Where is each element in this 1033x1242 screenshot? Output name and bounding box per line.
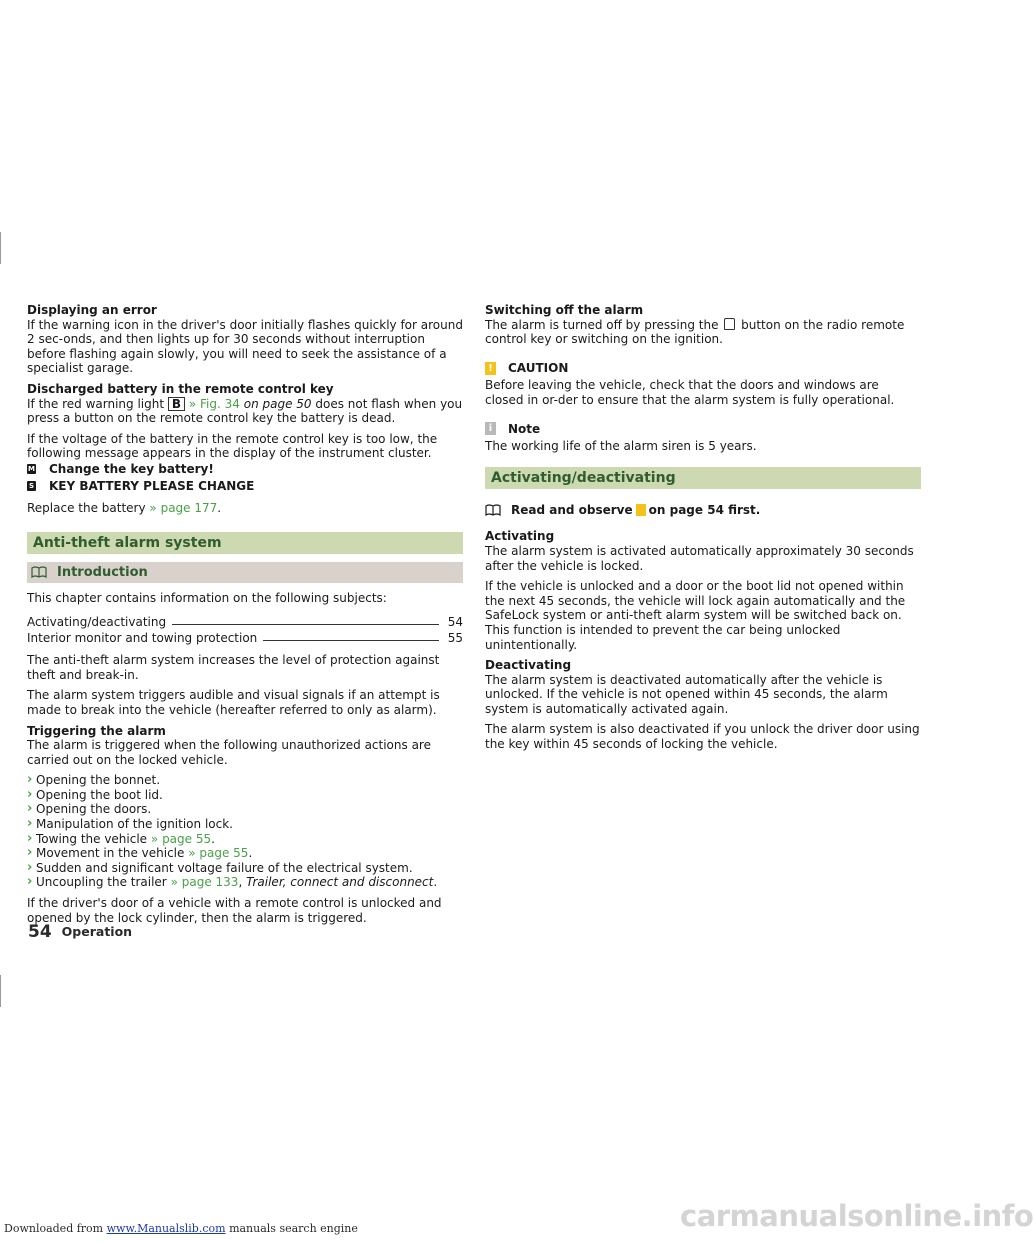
protection-text: The anti-theft alarm system increases the level of protection against theft and break-in. [27, 653, 440, 682]
message-text: Change the key battery! [49, 462, 214, 477]
section-heading-alarm: Anti-theft alarm system [27, 532, 463, 554]
lock-button-icon [724, 318, 735, 330]
maxi-dot-icon: M [28, 465, 35, 474]
page-number: 54 [28, 922, 52, 942]
replace-text [27, 501, 463, 516]
trigger-block [27, 724, 463, 768]
list-item-text: Towing the vehicle [36, 831, 148, 846]
read-post: on page 54 first. [648, 502, 761, 517]
caution-heading [485, 361, 921, 376]
toc-page: 55 [447, 630, 463, 645]
list-item-text: Uncoupling the trailer [36, 875, 167, 890]
intro-text: This chapter contains information on the following subjects: [27, 590, 387, 605]
list-item [27, 802, 463, 817]
note-icon: i [485, 422, 496, 435]
segment-display-icon: S [28, 482, 35, 491]
list-item [27, 817, 463, 832]
chevron-right-icon: › [27, 859, 33, 875]
toc-row[interactable] [27, 613, 463, 629]
book-icon [31, 566, 47, 578]
list-item-text: Opening the doors. [36, 802, 152, 817]
introduction-title: Introduction [57, 564, 148, 580]
chevron-right-icon: › [27, 845, 33, 861]
list-item-ref: Trailer, connect and disconnect [246, 875, 434, 890]
toc-leader [172, 624, 439, 625]
battery-post: does not flash when you press a button on the remote control key the battery is dead. [27, 396, 463, 426]
message-text: KEY BATTERY PLEASE CHANGE [49, 479, 255, 494]
note-heading [485, 422, 921, 437]
driver-text: The alarm system is also deactivated if you unlock the driver door using the key within 45 seconds of locking the vehicle. [485, 722, 920, 752]
list-item-text: Manipulation of the ignition lock. [36, 817, 233, 832]
read-pre: Read and observe [511, 502, 633, 517]
replace-post: . [217, 500, 222, 515]
section-heading-activating: Activating/deactivating [485, 467, 921, 489]
chevron-right-icon: › [27, 816, 33, 832]
list-item [27, 773, 463, 788]
chevron-right-icon: › [27, 830, 33, 846]
download-post: manuals search engine [229, 1222, 358, 1235]
caution-label: CAUTION [508, 360, 569, 375]
unlock-text: If the vehicle is unlocked and a door or the boot lid not opened within the next 45 seconds, the vehicle will lock again automatically and the SafeLock system or anti-theft alarm system will be switched back on. This function is intended to prevent the car being unlocked unintentionally. [485, 579, 906, 652]
message-line [27, 478, 463, 495]
fig-link[interactable]: » Fig. 34 [188, 396, 240, 411]
chevron-right-icon: › [27, 874, 33, 890]
page-link[interactable]: » page 177 [149, 500, 218, 515]
switch-heading: Switching off the alarm [485, 303, 644, 317]
signals-text: The alarm system triggers audible and visual signals if an attempt is made to break into the vehicle (hereafter referred to only as alarm). [27, 688, 440, 717]
list-item-punct: . [433, 875, 438, 890]
switch-text [485, 318, 921, 347]
trigger-text: The alarm is triggered when the following unauthorized actions are carried out on the locked vehicle. [27, 738, 431, 767]
chevron-right-icon: › [27, 801, 33, 817]
battery-ref: on page 50 [243, 396, 312, 411]
error-block [27, 303, 463, 376]
error-heading: Displaying an error [27, 303, 157, 317]
page-link[interactable]: » page 133 [170, 875, 239, 890]
list-item-text: Movement in the vehicle [36, 846, 185, 861]
page-footer [28, 922, 133, 942]
note-label: Note [508, 421, 541, 436]
warning-light-letter: B [168, 397, 185, 411]
battery-heading: Discharged battery in the remote control key [27, 381, 334, 396]
message-line [27, 461, 463, 478]
toc-list [27, 613, 463, 645]
activating-heading: Activating [485, 529, 555, 544]
list-item-text: Opening the boot lid. [36, 787, 163, 802]
toc-page: 54 [447, 614, 463, 629]
toc-title: Interior monitor and towing protection [27, 630, 258, 645]
activating-text: The alarm system is activated automatically approximately 30 seconds after the vehicle is locked. [485, 543, 914, 573]
caution-icon: ! [485, 362, 496, 375]
caution-icon [636, 504, 646, 516]
page-section: Operation [61, 924, 133, 939]
list-item [27, 832, 463, 847]
list-item-sep: , [238, 875, 247, 890]
toc-title: Activating/deactivating [27, 614, 167, 629]
chevron-right-icon: › [27, 786, 33, 802]
note-text: The working life of the alarm siren is 5 years. [485, 439, 757, 454]
activating-block [485, 529, 921, 573]
left-column [27, 303, 463, 931]
list-item-text: Sudden and significant voltage failure of the electrical system. [36, 860, 413, 875]
deactivating-heading: Deactivating [485, 658, 572, 673]
deactivating-block [485, 658, 921, 716]
introduction-heading [27, 562, 463, 583]
list-item [27, 875, 463, 890]
toc-leader [263, 640, 439, 641]
caution-text: Before leaving the vehicle, check that the doors and windows are closed in or-der to ensure that the alarm system is fully operational. [485, 378, 895, 407]
list-item [27, 846, 463, 861]
final-text: If the driver's door of a vehicle with a remote control is unlocked and opened by the lock cylinder, then the alarm is triggered. [27, 896, 442, 925]
battery-pre: If the red warning light [27, 396, 165, 411]
switch-post: button on the radio remote control key or switching on the ignition. [485, 317, 905, 347]
toc-row[interactable] [27, 629, 463, 645]
list-item [27, 788, 463, 803]
battery-block [27, 382, 463, 426]
read-first-line [485, 503, 921, 518]
trigger-heading: Triggering the alarm [27, 723, 166, 738]
download-footer [4, 1222, 358, 1237]
list-item-punct: . [248, 846, 253, 861]
battery-text [27, 397, 463, 426]
deactivating-text: The alarm system is deactivated automatically after the vehicle is unlocked. If the vehicle is not opened within 45 seconds, the alarm system is automatically activated again. [485, 672, 888, 716]
switch-pre: The alarm is turned off by pressing the [485, 317, 719, 332]
voltage-text: If the voltage of the battery in the remote control key is too low, the following message appears in the display of the instrument cluster. [27, 431, 438, 461]
watermark: carmanualsonline.info [680, 1199, 1033, 1233]
error-text: If the warning icon in the driver's door initially flashes quickly for around 2 sec-onds, and then lights up for 30 seconds without interruption before flashing again slowly, you will need to seek the assistance of a specialist garage. [27, 317, 463, 376]
manualslib-link[interactable]: www.Manualslib.com [106, 1222, 226, 1235]
list-item-punct: . [211, 831, 215, 846]
list-item [27, 861, 463, 876]
replace-pre: Replace the battery [27, 500, 146, 515]
page-link[interactable]: » page 55 [188, 846, 249, 861]
crop-mark-bottom [0, 975, 1, 1007]
list-item-text: Opening the bonnet. [36, 773, 161, 788]
page-link[interactable]: » page 55 [150, 831, 212, 846]
crop-mark-top [0, 232, 1, 264]
switch-block [485, 303, 921, 347]
right-column [485, 303, 921, 758]
download-pre: Downloaded from [4, 1222, 104, 1235]
trigger-list [27, 773, 463, 890]
chevron-right-icon: › [27, 772, 33, 788]
book-icon [485, 504, 501, 516]
